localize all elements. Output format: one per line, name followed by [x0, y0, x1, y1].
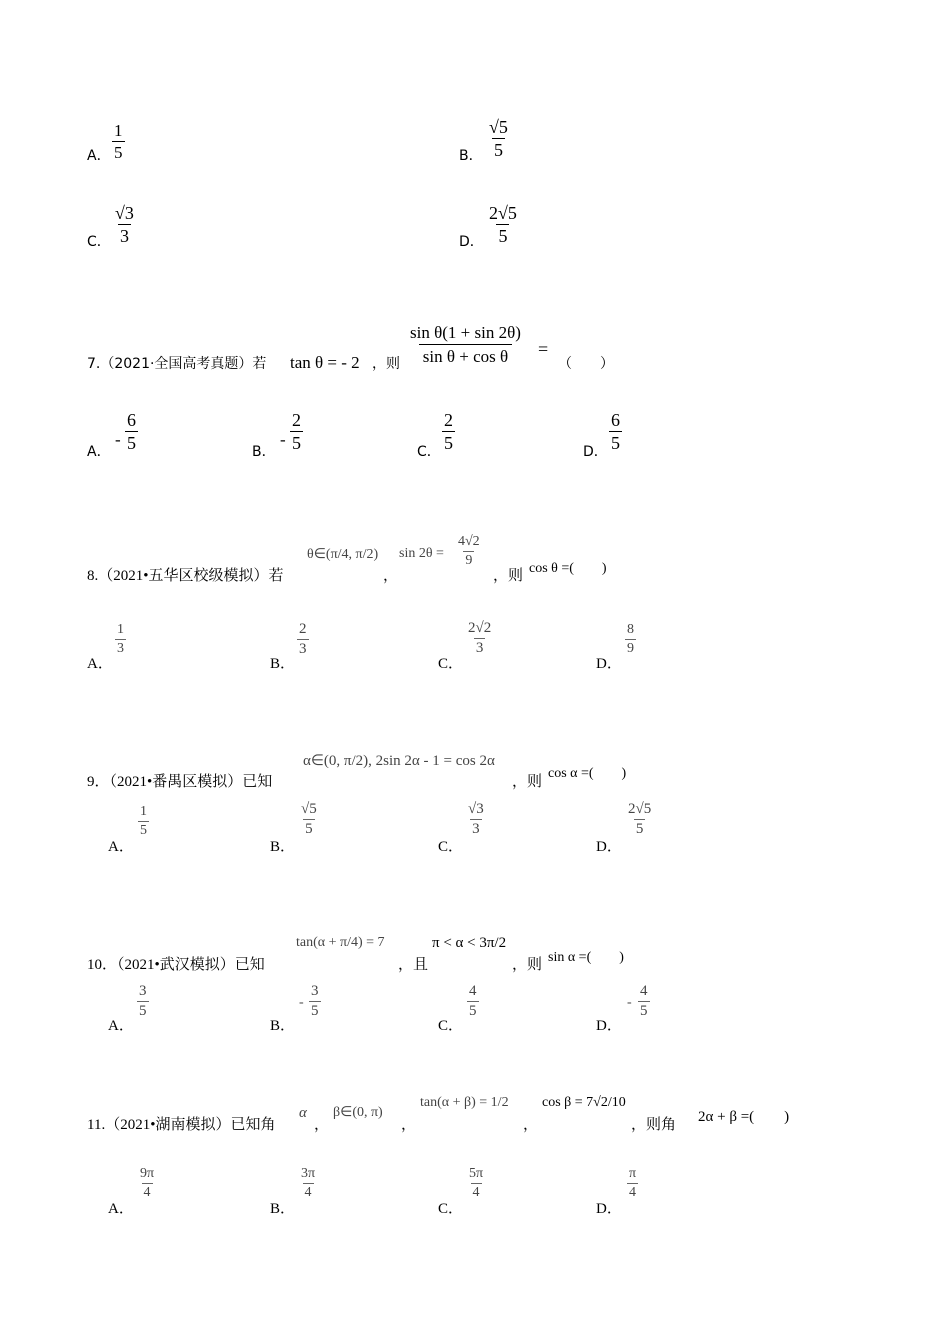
q6-option-b-fraction[interactable]	[487, 118, 510, 159]
q9-given: α∈(0, π/2), 2sin 2α - 1 = cos 2α	[303, 753, 495, 769]
q9-option-a-label: A．	[108, 839, 134, 855]
denominator: 4	[143, 1185, 151, 1200]
q9-sep: ，则	[512, 774, 543, 790]
numerator: sin θ(1 + sin 2θ)	[410, 323, 521, 342]
q7-option-b-sign: -	[280, 430, 286, 449]
denominator: 5	[469, 1003, 477, 1019]
q6-option-a-fraction[interactable]	[112, 122, 125, 161]
q10-option-b-sign: -	[299, 995, 304, 1010]
q11-alpha: α	[299, 1105, 307, 1121]
q11-option-d-fraction[interactable]	[627, 1167, 638, 1200]
q10-option-d-label: D．	[596, 1018, 622, 1034]
denominator: 5	[292, 433, 301, 453]
denominator: 5	[611, 433, 620, 453]
q8-option-c-label: C．	[438, 656, 464, 672]
denominator: sin θ + cos θ	[419, 344, 512, 365]
denominator: 9	[465, 553, 473, 568]
numerator: 3	[139, 983, 147, 999]
q10-given: tan(α + π/4) = 7	[296, 935, 385, 950]
q8-given: θ∈(π/4, π/2)	[307, 547, 379, 562]
numerator: √3	[468, 801, 484, 817]
q9-option-b-fraction[interactable]	[299, 802, 319, 837]
denominator: 3	[119, 226, 129, 246]
q7-option-a-label: A．	[87, 444, 111, 460]
numerator: 2√2	[468, 620, 492, 636]
q8-ask: cos θ =( )	[529, 561, 607, 576]
numerator: 1	[114, 121, 123, 140]
q9-option-d-label: D．	[596, 839, 622, 855]
q8-sep1: ，	[383, 568, 399, 584]
numerator: 5π	[469, 1166, 484, 1181]
q9-prefix: 9．（2021•番禺区模拟）已知	[87, 774, 273, 790]
q11-option-c-fraction[interactable]	[467, 1167, 485, 1200]
q7-option-b-fraction[interactable]	[290, 411, 303, 452]
q10-option-b-fraction[interactable]	[309, 984, 321, 1019]
q8-prefix: 8.（2021•五华区校级模拟）若	[87, 568, 284, 584]
q7-prefix: 7.（2021·全国高考真题）若	[87, 356, 267, 372]
q7-given: tan θ = - 2	[290, 353, 360, 372]
q7-option-d-fraction[interactable]	[609, 411, 622, 452]
denominator: 5	[114, 143, 123, 162]
numerator: 9π	[140, 1166, 155, 1181]
denominator: 5	[311, 1003, 319, 1019]
q11-option-b-label: B．	[270, 1201, 296, 1217]
q8-sin-label: sin 2θ =	[399, 546, 444, 561]
q9-option-c-fraction[interactable]	[466, 802, 486, 837]
q11-option-a-fraction[interactable]	[138, 1167, 156, 1200]
q10-prefix: 10．（2021•武汉模拟）已知	[87, 957, 265, 973]
q8-sep2: ，则	[493, 568, 524, 584]
numerator: 2√5	[489, 203, 517, 223]
q11-sep2: ，	[401, 1117, 417, 1133]
q8-option-a-fraction[interactable]	[115, 623, 126, 656]
q8-option-a-label: A．	[87, 656, 113, 672]
q10-option-d-sign: -	[627, 995, 632, 1010]
denominator: 5	[640, 1003, 648, 1019]
q10-option-c-fraction[interactable]	[467, 984, 479, 1019]
q7-sep: ，则	[372, 356, 400, 372]
q6-option-d-fraction[interactable]	[487, 204, 519, 245]
q11-option-b-fraction[interactable]	[299, 1167, 317, 1200]
q9-option-b-label: B．	[270, 839, 296, 855]
q11-beta: β∈(0, π)	[333, 1105, 383, 1120]
numerator: √3	[115, 203, 134, 223]
q7-blank: （ ）	[558, 357, 614, 372]
q11-ask: 2α + β =( )	[698, 1109, 790, 1125]
q10-ask: sin α =( )	[548, 950, 624, 965]
numerator: 4	[640, 983, 648, 999]
q10-sep1: ，且	[398, 957, 429, 973]
q7-option-b-label: B．	[252, 444, 276, 460]
numerator: 1	[140, 804, 147, 819]
q6-option-a-label: A．	[87, 148, 111, 164]
q6-option-c-label: C．	[87, 234, 111, 250]
numerator: 2√5	[628, 801, 652, 817]
q9-option-d-fraction[interactable]	[626, 802, 653, 837]
q11-option-a-label: A．	[108, 1201, 134, 1217]
numerator: π	[629, 1166, 637, 1181]
denominator: 4	[629, 1185, 637, 1200]
denominator: 5	[139, 1003, 147, 1019]
denominator: 3	[299, 641, 307, 657]
denominator: 5	[305, 821, 313, 837]
q7-expression	[406, 324, 525, 365]
denominator: 5	[140, 823, 147, 838]
numerator: 3π	[301, 1166, 316, 1181]
numerator: 2	[292, 410, 301, 430]
numerator: 4	[469, 983, 477, 999]
numerator: 2	[444, 410, 453, 430]
numerator: 3	[311, 983, 319, 999]
denominator: 5	[493, 140, 503, 160]
q6-option-d-label: D．	[459, 234, 484, 250]
q11-sep1: ，	[314, 1117, 330, 1133]
q10-option-c-label: C．	[438, 1018, 464, 1034]
q10-option-a-label: A．	[108, 1018, 134, 1034]
denominator: 5	[127, 433, 136, 453]
q7-option-a-fraction[interactable]	[125, 411, 138, 452]
q11-cos: cos β = 7√2/10	[542, 1095, 626, 1110]
q8-option-b-fraction[interactable]	[297, 622, 309, 657]
denominator: 4	[472, 1185, 480, 1200]
numerator: √5	[489, 117, 508, 137]
q7-equals: =	[538, 339, 549, 359]
denominator: 4	[304, 1185, 312, 1200]
q7-option-d-label: D．	[583, 444, 608, 460]
denominator: 5	[444, 433, 453, 453]
q7-option-c-fraction[interactable]	[442, 411, 455, 452]
q6-option-b-label: B．	[459, 148, 483, 164]
denominator: 5	[635, 821, 644, 837]
numerator: 2	[299, 621, 307, 637]
q11-prefix: 11.（2021•湖南模拟）已知角	[87, 1117, 276, 1133]
q8-option-d-label: D．	[596, 656, 622, 672]
q10-option-b-label: B．	[270, 1018, 296, 1034]
numerator: 6	[611, 410, 620, 430]
denominator: 3	[472, 821, 480, 837]
q11-sep3: ，	[523, 1117, 539, 1133]
q8-sin-value	[456, 535, 482, 568]
denominator: 9	[627, 641, 634, 656]
numerator: 8	[627, 622, 634, 637]
q11-sep4: ，则角	[631, 1117, 677, 1133]
numerator: 1	[117, 622, 124, 637]
numerator: 4√2	[458, 534, 480, 549]
q10-option-a-fraction[interactable]	[137, 984, 149, 1019]
q9-ask: cos α =( )	[548, 766, 627, 781]
denominator: 3	[475, 640, 484, 656]
numerator: √5	[301, 801, 317, 817]
q7-option-a-sign: -	[115, 430, 121, 449]
numerator: 6	[127, 410, 136, 430]
q8-option-b-label: B．	[270, 656, 296, 672]
q11-tan: tan(α + β) = 1/2	[420, 1095, 509, 1110]
q11-option-c-label: C．	[438, 1201, 464, 1217]
q11-option-d-label: D．	[596, 1201, 622, 1217]
q10-sep2: ，则	[512, 957, 543, 973]
q7-option-c-label: C．	[417, 444, 441, 460]
q10-range: π < α < 3π/2	[432, 935, 507, 951]
denominator: 5	[498, 226, 508, 246]
q8-option-c-fraction[interactable]	[466, 621, 493, 656]
q6-option-c-fraction[interactable]	[113, 204, 136, 245]
q9-option-c-label: C．	[438, 839, 464, 855]
q8-option-d-fraction[interactable]	[625, 623, 636, 656]
q9-option-a-fraction[interactable]	[138, 805, 149, 838]
q10-option-d-fraction[interactable]	[638, 984, 650, 1019]
denominator: 3	[117, 641, 124, 656]
